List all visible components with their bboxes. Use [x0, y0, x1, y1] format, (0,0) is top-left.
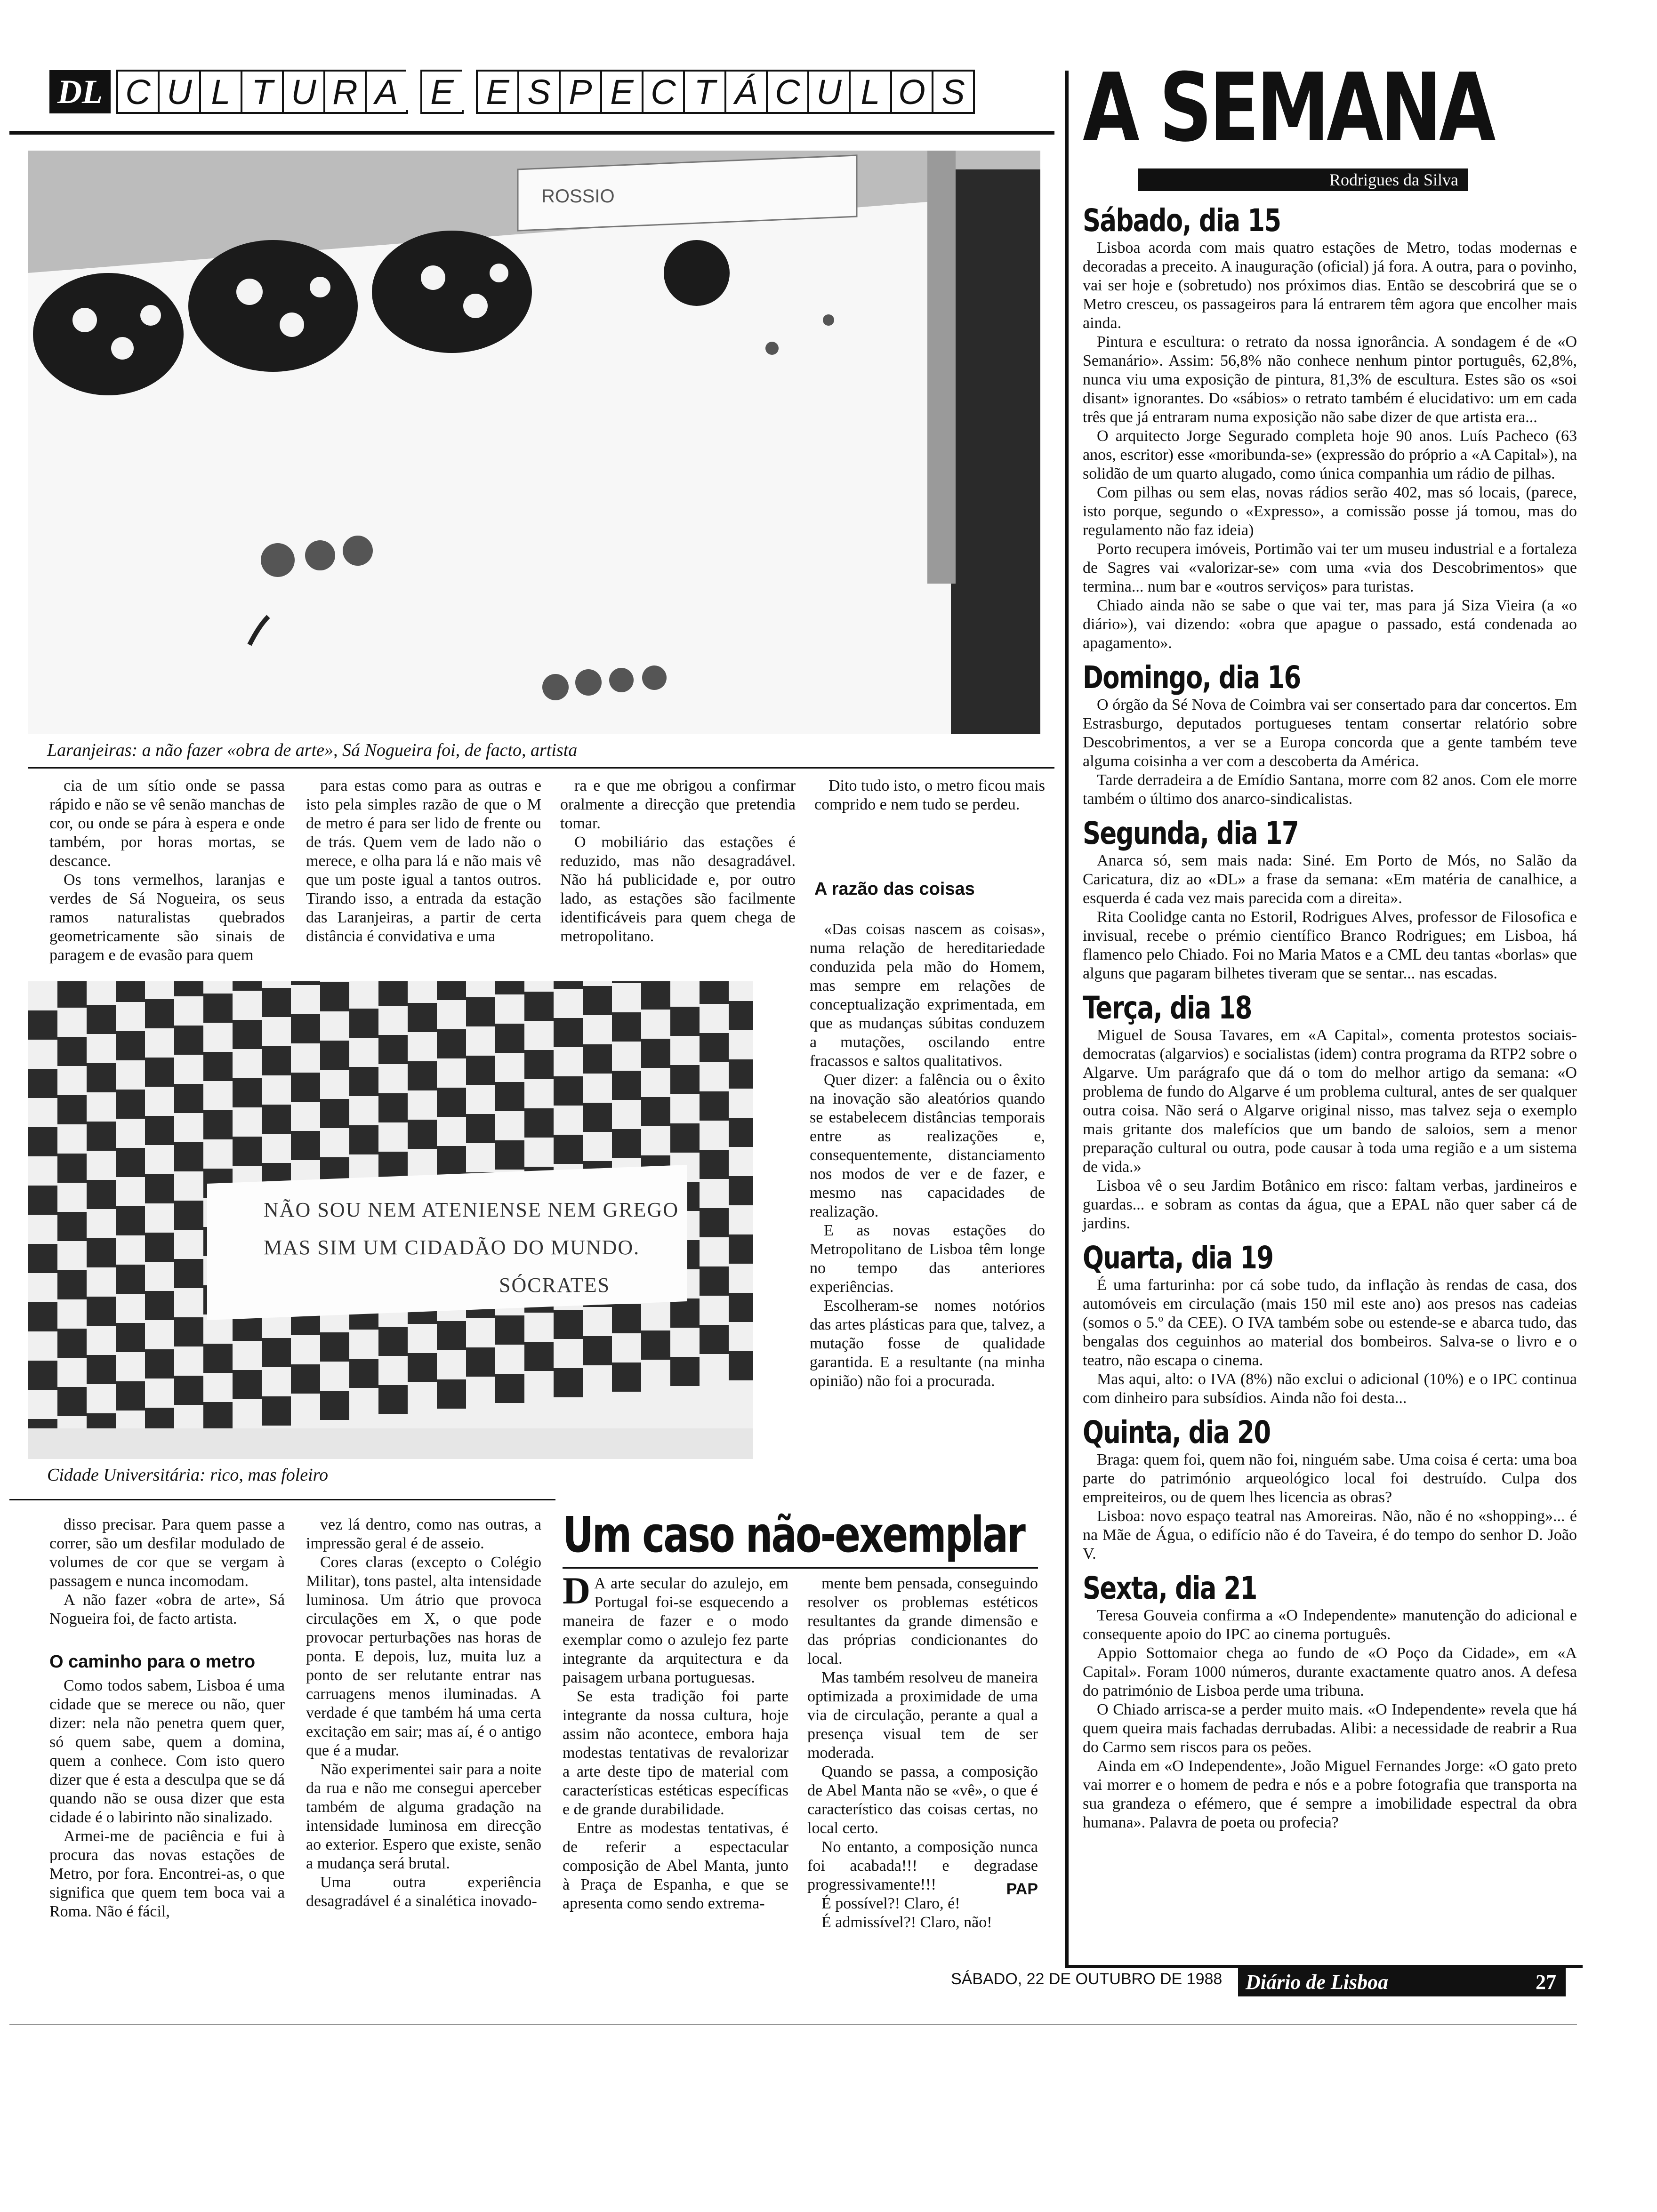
- tile: [145, 1291, 174, 1320]
- tile: [28, 1069, 57, 1098]
- tile: [174, 1026, 203, 1055]
- tile: [116, 1206, 145, 1235]
- dl-logo: DL: [49, 70, 111, 113]
- tile: [233, 981, 262, 991]
- footer-masthead: [1238, 1968, 1566, 1996]
- subhead-razao: A razão das coisas: [814, 879, 975, 899]
- tile: [87, 1355, 116, 1384]
- tile: [729, 1293, 753, 1322]
- paragraph: Como todos sabem, Lisboa é uma cidade que se merece ou não, quer dizer: nela não penetra quem quer, só quem sabe, quem a domina, quem a conhece. Com isto quero dizer que é esta a desculpa que se dá quando não se ousa dizer que esta cidade é o labirinto não sinalizado.: [49, 1677, 285, 1826]
- paragraph: Os tons vermelhos, laranjas e verdes de Sá Nogueira, os seus ramos naturalistas quebrados geometricamente são sinais de paragem e de evasão para quem: [49, 871, 285, 964]
- tile: [28, 1302, 57, 1331]
- tile: [349, 1125, 378, 1154]
- paragraph: vez lá dentro, como nas outras, a impressão geral é de asseio.: [306, 1516, 541, 1552]
- paragraph: Porto recupera imóveis, Portimão vai ter um museu industrial e a fortaleza de Sagres vai «valorizar-se» com uma «via dos Descobrimentos» que termina... num bar e «outros serviços» para turistas.: [1083, 540, 1577, 595]
- tile: [28, 1010, 57, 1040]
- paragraph: Quer dizer: a falência ou o êxito na inovação são aleatórios quando se estabelecem distâncias temporais entre as realizações e, consequentemente, distanciamento nos modos de ver e de fazer, e mesmo nas capacidades de realização.: [810, 1071, 1045, 1220]
- tile: [670, 1298, 700, 1328]
- article1-col4-top: [814, 777, 1045, 814]
- paragraph: O mobiliário das estações é reduzido, mas não desagradável. Não há publicidade e, por outro lado, as estações são facilmente identificáveis para quem chega de metropolitano.: [560, 834, 796, 945]
- semana-day: [1083, 815, 1577, 983]
- paragraph: Uma outra experiência desagradável é a sinalética inovado-: [306, 1874, 541, 1910]
- paragraph: Lisboa acorda com mais quatro estações de Metro, todas modernas e decoradas a preceito. A inauguração (oficial) já fora. A outra, para o povinho, vai ser hoje e (sobretudo) nos próximos dias. Então se descobrirá que se o Metro cresceu, os passageiros para lá entrarem têm agora que encolher mais ainda.: [1083, 239, 1577, 332]
- article1-lower-col2: [306, 1515, 541, 1911]
- tile: [466, 997, 495, 1026]
- tile: [145, 1174, 174, 1203]
- section-letter: S: [517, 70, 561, 114]
- semana-days: [1083, 202, 1577, 1839]
- paragraph: Armei-me de paciência e fui à procura das novas estações de Metro, por fora. Encontrei-as, o que significa que quem tem boca vai a Roma. Não é fácil,: [49, 1827, 285, 1920]
- tile: [670, 1065, 700, 1094]
- article2-col1-paras: [563, 1569, 788, 1913]
- day-text: [1083, 1026, 1577, 1233]
- paragraph: ra e que me obrigou a confirmar oralmente a direcção que pretendia tomar.: [560, 777, 796, 832]
- tile: [554, 1310, 583, 1339]
- paragraph: cia de um sítio onde se passa rápido e não se vê senão manchas de cor, ou onde se pára à espera e onde também, por horas mortas, se descance.: [49, 777, 285, 870]
- paragraph: O arquitecto Jorge Segurado completa hoje 90 anos. Luís Pacheco (63 anos, escritor) esse «moribunda-se» (expressão do próprio a «A Capital»), na solidão de um quarto alugado, como única companhia um rádio de pilhas.: [1083, 427, 1577, 482]
- section-letter: P: [559, 70, 602, 114]
- day-heading: Segunda, dia 17: [1083, 815, 1299, 851]
- tile: [700, 1208, 729, 1237]
- paragraph: É admissível?! Claro, não!: [821, 1914, 992, 1931]
- tile: [174, 1376, 203, 1405]
- tile: [437, 1321, 466, 1350]
- tile: [524, 1108, 554, 1138]
- subhead-caminho: O caminho para o metro: [49, 1652, 256, 1672]
- tile: [57, 1095, 87, 1124]
- tile: [262, 988, 291, 1017]
- paragraph: No entanto, a composição nunca foi acabada!!! e degradase progressivamente!!!: [807, 1838, 1038, 1893]
- tile: [729, 1351, 753, 1380]
- tile: [700, 1033, 729, 1062]
- tile: [524, 992, 554, 1021]
- tile: [378, 1035, 408, 1064]
- tile: [174, 1201, 203, 1230]
- tile: [116, 1323, 145, 1352]
- wall-quote-line3: SÓCRATES: [499, 1274, 611, 1297]
- tile: [87, 1063, 116, 1092]
- photo-cidade-universitaria: [28, 981, 753, 1459]
- photo-laranjeiras: [28, 151, 1040, 734]
- tile: [320, 1099, 349, 1128]
- article2-col2: [807, 1574, 1038, 1932]
- paragraph: Lisboa: novo espaço teatral nas Amoreiras. Não, não é no «shopping»... é na Mãe de Água, o edifício não é do Taveira, é do tempo do senhor D. João V.: [1083, 1507, 1577, 1563]
- tile: [641, 981, 670, 1010]
- paragraph: Não experimentei sair para a noite da rua e não me consegui aperceber também de alguma gradação na intensidade luminosa em direcção ao exterior. Espero que existe, senão a mudança será brutal.: [306, 1761, 541, 1872]
- section-letter: A: [365, 70, 408, 114]
- section-letter: U: [282, 70, 325, 114]
- tile: [291, 1364, 320, 1394]
- tile: [700, 1091, 729, 1121]
- tile: [729, 1176, 753, 1205]
- tile: [233, 1370, 262, 1399]
- section-letter: E: [420, 70, 464, 114]
- tile: [729, 1001, 753, 1030]
- section-letter: C: [642, 70, 685, 114]
- tile: [554, 1135, 583, 1164]
- tile: [700, 981, 729, 1004]
- tile: [612, 1129, 641, 1158]
- semana-day: [1083, 1240, 1577, 1408]
- tile: [320, 1041, 349, 1070]
- section-letter: C: [766, 70, 809, 114]
- tile: [408, 1353, 437, 1382]
- semana-title: A SEMANA: [1083, 53, 1493, 163]
- cidade-universitaria-photo: [28, 981, 753, 1459]
- paragraph: A não fazer «obra de arte», Sá Nogueira foi, de facto artista.: [49, 1591, 285, 1627]
- section-letter: L: [199, 70, 242, 114]
- tile: [700, 1266, 729, 1296]
- tile: [583, 986, 612, 1015]
- tile: [349, 1009, 378, 1038]
- paragraph: Se esta tradição foi parte integrante da nossa cultura, hoje assim não acontece, embora haja modestas tentativas de revalorizar a arte deste tipo de material com características estéticas específicas e de grande durabilidade.: [563, 1688, 788, 1818]
- wall-quote-line2: MAS SIM UM CIDADÃO DO MUNDO.: [264, 1236, 640, 1259]
- paragraph: Ainda em «O Independente», João Miguel Fernandes Jorge: «O gato preto vai morrer e o homem de pedra e nós e a pobre fotografia que transporta na sua grandeza o efémero, que é sempre a imobilidade espectral da obra humana». Palavra de poeta ou profecia?: [1083, 1757, 1577, 1831]
- tile: [203, 1402, 233, 1431]
- tile: [495, 1140, 524, 1170]
- semana-day: [1083, 659, 1577, 809]
- tile: [729, 1059, 753, 1089]
- semana-day: [1083, 990, 1577, 1233]
- paragraph: Chiado ainda não se sabe o que vai ter, mas para já Siza Vieira (a «o diário»), vai dizendo: «obra que apague o passado, está condenada ao apagamento».: [1083, 597, 1577, 652]
- page-number: 27: [1536, 1971, 1556, 1994]
- caption-rule: [28, 767, 1054, 769]
- letter-gap: [462, 70, 478, 110]
- paragraph: Quando se passa, a composição de Abel Manta não se «vê», o que é característico das coisas certas, no local certo.: [807, 1763, 1038, 1837]
- tile: [495, 981, 524, 994]
- tile: [583, 1103, 612, 1132]
- tile: [116, 1381, 145, 1411]
- section-letter: T: [683, 70, 726, 114]
- wall-quote-line1: NÃO SOU NEM ATENIENSE NEM GREGO: [264, 1198, 679, 1221]
- day-text: [1083, 696, 1577, 809]
- tile: [612, 1362, 641, 1392]
- tile: [174, 1084, 203, 1113]
- tile: [495, 1315, 524, 1345]
- tile: [262, 1396, 291, 1426]
- tile: [320, 1391, 349, 1420]
- article1-lower-col1: [49, 1515, 285, 1628]
- page-bottom-rule: [9, 2024, 1577, 2025]
- tile: [408, 1120, 437, 1149]
- tile: [641, 1330, 670, 1360]
- paragraph: Mas também resolveu de maneira optimizada a proximidade de uma via de circulação, perante a qual a presença visual tem de ser moderada.: [807, 1669, 1038, 1762]
- tile: [28, 1186, 57, 1215]
- section-letter: Á: [724, 70, 768, 114]
- tile: [203, 1052, 233, 1081]
- tile: [554, 1076, 583, 1106]
- tile: [116, 1031, 145, 1060]
- article1-lower-col1b: [49, 1676, 285, 1921]
- tile: [554, 1018, 583, 1047]
- tile: [437, 1379, 466, 1409]
- paragraph: O órgão da Sé Nova de Coimbra vai ser consertado para dar concertos. Em Estrasburgo, deputados portugueses tentam consertar relatório sobre Descobrimentos, a ver se a Europa concorda que a gente também teve alguma coisinha a ver com a descoberta da América.: [1083, 696, 1577, 770]
- semana-day: [1083, 1414, 1577, 1563]
- header-rule: [9, 131, 1054, 135]
- tile: [145, 1116, 174, 1145]
- paragraph: Pintura e escultura: o retrato da nossa ignorância. A sondagem é de «O Semanário». Assim: 56,8% não conhece nenhum pintor português, 62,8%, nunca viu uma exposição de pintura, 81,3% de escultura. Estes são os «soi disant» ignorantes. Do «sábios» o retrato também é elucidativo: um em cada três que já entraram numa exposição não sabe dizer de que artista era...: [1083, 333, 1577, 426]
- tile: [729, 1234, 753, 1264]
- tile: [28, 1361, 57, 1390]
- tile: [378, 981, 408, 1006]
- tile: [612, 1012, 641, 1042]
- tile: [612, 981, 641, 983]
- day-text: [1083, 1451, 1577, 1563]
- section-letter: U: [158, 70, 201, 114]
- day-text: [1083, 1606, 1577, 1832]
- column-divider: [1065, 71, 1069, 1967]
- tile: [57, 1387, 87, 1416]
- day-text: [1083, 1276, 1577, 1408]
- tile: [57, 1270, 87, 1299]
- paragraph: Tarde derradeira a de Emídio Santana, morre com 82 anos. Com ele morre também o último dos anarco-sindicalistas.: [1083, 771, 1577, 808]
- tile: [28, 1244, 57, 1273]
- tile: [554, 1368, 583, 1397]
- semana-day: [1083, 202, 1577, 653]
- tile: [320, 1332, 349, 1362]
- paragraph: disso precisar. Para quem passe a correr, são um desfilar modulado de volumes de cor que se vergam à passagem e nunca incomodam.: [49, 1516, 285, 1590]
- dropcap: D: [563, 1569, 591, 1612]
- tile: [524, 1342, 554, 1371]
- tile: [203, 1344, 233, 1373]
- tile: [437, 1146, 466, 1175]
- paragraph: Miguel de Sousa Tavares, em «A Capital», comenta protestos sociais-democratas (algarvios) e socialistas (idem) contra programa da RTP2 sobre o Algarve. Um parágrafo que dá o tom do melhor artigo da semana: «O problema de fundo do Algarve é um problema cultural, antes de ser qualquer outra coisa. Não será o Algarve original nisso, mas talvez seja o exemplo mais gritante dos malefícios que um bando de saloios, sem a menor preparação cultural ou outra, pode causar à toda uma região e a um sistema de vida.»: [1083, 1026, 1577, 1176]
- caption2-rule: [9, 1499, 555, 1500]
- tile: [378, 1093, 408, 1122]
- tile: [87, 1238, 116, 1267]
- paragraph: «Das coisas nascem as coisas», numa relação de hereditariedade conduzida pela mão do Homem, mas sempre em relações de conceptualização exprimentada, em que as mudanças súbitas conduzem a mutações, oscilando entre fracassos e saltos qualitativos.: [810, 921, 1045, 1070]
- tile: [233, 1137, 262, 1166]
- photo1-caption: Laranjeiras: a não fazer «obra de arte», Sá Nogueira foi, de facto, artista: [47, 740, 578, 760]
- tile: [203, 994, 233, 1023]
- tile: [145, 1233, 174, 1262]
- tile: [583, 1044, 612, 1074]
- section-letter: E: [476, 70, 519, 114]
- tile: [87, 1180, 116, 1209]
- tile: [174, 981, 203, 996]
- tile: [203, 1110, 233, 1139]
- tile: [291, 1131, 320, 1160]
- paragraph: Dito tudo isto, o metro ficou mais comprido e nem tudo se perdeu.: [814, 777, 1045, 813]
- paragraph: mente bem pensada, conseguindo resolver os problemas estéticos resultantes da grande dimensão e das próprias condicionantes do local.: [807, 1575, 1038, 1667]
- paragraph: O Chiado arrisca-se a perder muito mais. «O Independente» revela que há quem queira mais fachadas derrubadas. Alibi: a necessidade de reabrir a Rua do Carmo sem riscos para os peões.: [1083, 1701, 1577, 1756]
- tile: [57, 1212, 87, 1241]
- tile: [437, 1029, 466, 1058]
- paragraph: Anarca só, sem mais nada: Siné. Em Porto de Mós, no Salão da Caricatura, diz ao «DL» a frase da semana: «Em matéria de canalhice, a esquerda é cada vez mais parecida com a direita».: [1083, 852, 1577, 907]
- article1-col2: [306, 777, 541, 946]
- paragraph: Braga: quem foi, quem não foi, ninguém sabe. Uma coisa é certa: uma boa parte do património arqueológico local foi destruído. Culpa dos empreiteiros, ou de quem lhes licencia as obras?: [1083, 1451, 1577, 1506]
- tile: [320, 982, 349, 1011]
- rossio-sign-text: ROSSIO: [541, 186, 615, 207]
- paragraph: Escolheram-se nomes notórios das artes plásticas para que, talvez, a mutação fosse de qualidade garantida. E a resultante (na minha opinião) não foi a procurada.: [810, 1297, 1045, 1390]
- tile: [116, 1265, 145, 1294]
- tile: [233, 1020, 262, 1049]
- tile: [641, 1039, 670, 1068]
- tile: [145, 1058, 174, 1087]
- day-heading: Sábado, dia 15: [1083, 202, 1281, 239]
- tile: [57, 981, 87, 1008]
- section-letter: T: [241, 70, 284, 114]
- tile: [437, 1088, 466, 1117]
- article1-col3: [560, 777, 796, 946]
- article2-signature: PAP: [1006, 1880, 1038, 1898]
- tile: [291, 981, 320, 985]
- tile: [57, 1154, 87, 1183]
- section-letter: O: [890, 70, 933, 114]
- tile: [262, 1338, 291, 1367]
- tile: [349, 1067, 378, 1096]
- photo2-caption: Cidade Universitária: rico, mas foleiro: [47, 1465, 329, 1485]
- semana-bottom-rule: [1065, 1965, 1583, 1968]
- tile: [262, 1046, 291, 1075]
- tile: [57, 1329, 87, 1358]
- tile: [233, 1078, 262, 1107]
- headline-rule: [563, 1567, 1038, 1569]
- tile: [524, 1050, 554, 1079]
- tile: [174, 1317, 203, 1346]
- section-letter: U: [807, 70, 851, 114]
- paragraph: E as novas estações do Metropolitano de Lisboa têm longe no tempo das anteriores experiências.: [810, 1222, 1045, 1296]
- paragraph: para estas como para as outras e isto pela simples razão de que o M de metro é para ser lido de frente ou de trás. Quem vem de lado não o merece, e olha para lá e não mais vê que um poste igual a tantos outros. Tirando isso, a entrada da estação das Laranjeiras, a partir de certa distância é convidativa e uma: [306, 777, 541, 945]
- tile: [262, 1105, 291, 1134]
- paragraph: Com pilhas ou sem elas, novas rádios serão 402, mas só locais, (parece, isto porque, segundo o «Expresso», a comissão posse já tomou, mas do regulamento não faz ideia): [1083, 484, 1577, 539]
- paragraph: Cores claras (excepto o Colégio Militar), tons pastel, alta intensidade luminosa. Um átrio que provoca circulações em X, o que pode provocar perturbações nas horas de ponta. E depois, luz, muita luz a ponto de ser relutante entrar nas carruagens menos iluminadas. A verdade é que também há uma certa excitação em sair; mas aí, é o antigo que é a mudar.: [306, 1554, 541, 1759]
- section-letter: S: [932, 70, 975, 114]
- tile: [87, 1122, 116, 1151]
- section-letter: E: [600, 70, 643, 114]
- paragraph: Lisboa vê o seu Jardim Botânico em risco: faltam verbas, jardineiros e guardas... e sobram as contas da água, que a EPAL não quer saber cá de jardins.: [1083, 1177, 1577, 1232]
- day-text: [1083, 239, 1577, 653]
- paragraph: Entre as modestas tentativas, é de referir a espectacular composição de Abel Manta, junto à Praça de Espanha, e que se apresenta como sendo extrema-: [563, 1819, 788, 1912]
- tile: [495, 1374, 524, 1403]
- tile: [378, 1385, 408, 1414]
- paragraph: Appio Sottomaior chega ao fundo de «O Poço da Cidade», em «A Capital». Foram 1000 números, durante exactamente quatro anos. A defesa do património de Lisboa perde uma tribuna.: [1083, 1644, 1577, 1699]
- day-heading: Sexta, dia 21: [1083, 1570, 1257, 1606]
- semana-day: [1083, 1570, 1577, 1832]
- tile: [174, 1259, 203, 1288]
- letter-gap: [406, 70, 422, 110]
- semana-byline: Rodrigues da Silva: [1138, 168, 1468, 191]
- tile: [729, 1118, 753, 1147]
- paragraph: É uma farturinha: por cá sobe tudo, da inflação às rendas de casa, dos automóveis em circulação (mais 150 mil este ano) aos presos nas cadeias (somos o 5.º da CEE). O IVA também sobe ou estende-se e abarca tudo, das bengalas dos ceguinhos ao material dos bombeiros. Salva-se o livro e o teatro, não escapa o cinema.: [1083, 1276, 1577, 1369]
- tile: [495, 1024, 524, 1053]
- tile: [700, 1150, 729, 1179]
- tile: [116, 981, 145, 1002]
- masthead-name: Diário de Lisboa: [1246, 1971, 1389, 1994]
- tile: [408, 1003, 437, 1032]
- tile: [700, 1325, 729, 1354]
- tile: [87, 1005, 116, 1034]
- tile: [291, 1014, 320, 1043]
- day-heading: Quarta, dia 19: [1083, 1240, 1273, 1276]
- tile: [495, 1082, 524, 1111]
- section-header: [49, 71, 973, 113]
- paragraph: Rita Coolidge canta no Estoril, Rodrigues Alves, professor de Filosofica e invisual, recebe o prémio científico Branco Rodrigues; em Lisboa, há flamenco pelo Chiado. Foi no Maria Matos e a CML deu tantas «borlas» que alguns que pagaram bilhetes tiveram que se sentar... nas escadas.: [1083, 908, 1577, 982]
- day-text: [1083, 851, 1577, 983]
- tile: [670, 1123, 700, 1153]
- tile: [145, 999, 174, 1028]
- section-letter: R: [323, 70, 367, 114]
- section-letter: L: [849, 70, 892, 114]
- section-title: [116, 70, 973, 114]
- paragraph: É possível?! Claro, é!: [821, 1895, 960, 1912]
- tile: [466, 1347, 495, 1377]
- tile: [408, 1061, 437, 1090]
- paragraph: Mas aqui, alto: o IVA (8%) não exclui o adicional (10%) e o IPC continua com dinheiro para subsídios. Ainda não foi desta...: [1083, 1370, 1577, 1407]
- tile: [437, 981, 466, 1000]
- tile: [174, 1142, 203, 1171]
- tile: [378, 1327, 408, 1356]
- article1-col1: [49, 777, 285, 965]
- tile: [612, 1071, 641, 1100]
- tile: [670, 1357, 700, 1386]
- tile: [466, 1114, 495, 1143]
- tile: [57, 1037, 87, 1066]
- tile: [291, 1073, 320, 1102]
- section-letter: C: [116, 70, 160, 114]
- tile: [554, 981, 583, 989]
- tile: [349, 1359, 378, 1388]
- tile: [145, 1349, 174, 1378]
- footer-date: SÁBADO, 22 DE OUTUBRO DE 1988: [951, 1970, 1223, 1988]
- article2-headline: Um caso não-exemplar: [563, 1506, 1024, 1563]
- tile: [641, 1097, 670, 1126]
- article2-col1: [563, 1569, 788, 1913]
- tile: [116, 1148, 145, 1177]
- day-heading: Domingo, dia 16: [1083, 659, 1301, 696]
- paragraph: A arte secular do azulejo, em Portugal foi-se esquecendo a maneira de fazer e o modo exemplar como o azulejo fez parte integrante da arquitectura e da paisagem urbana portuguesas.: [563, 1575, 788, 1686]
- tile: [583, 1336, 612, 1365]
- day-heading: Terça, dia 18: [1083, 990, 1252, 1026]
- paragraph: Teresa Gouveia confirma a «O Independente» manutenção do adicional e consequente apoio do IPC ao cinema português.: [1083, 1607, 1577, 1643]
- tile: [670, 1007, 700, 1036]
- tile: [116, 1090, 145, 1119]
- article1-col4: [810, 920, 1045, 1391]
- day-heading: Quinta, dia 20: [1083, 1414, 1271, 1451]
- tile: [87, 1297, 116, 1326]
- tile: [466, 1056, 495, 1085]
- tile: [612, 1304, 641, 1333]
- laranjeiras-station-photo: [28, 151, 1040, 734]
- tile: [28, 1127, 57, 1156]
